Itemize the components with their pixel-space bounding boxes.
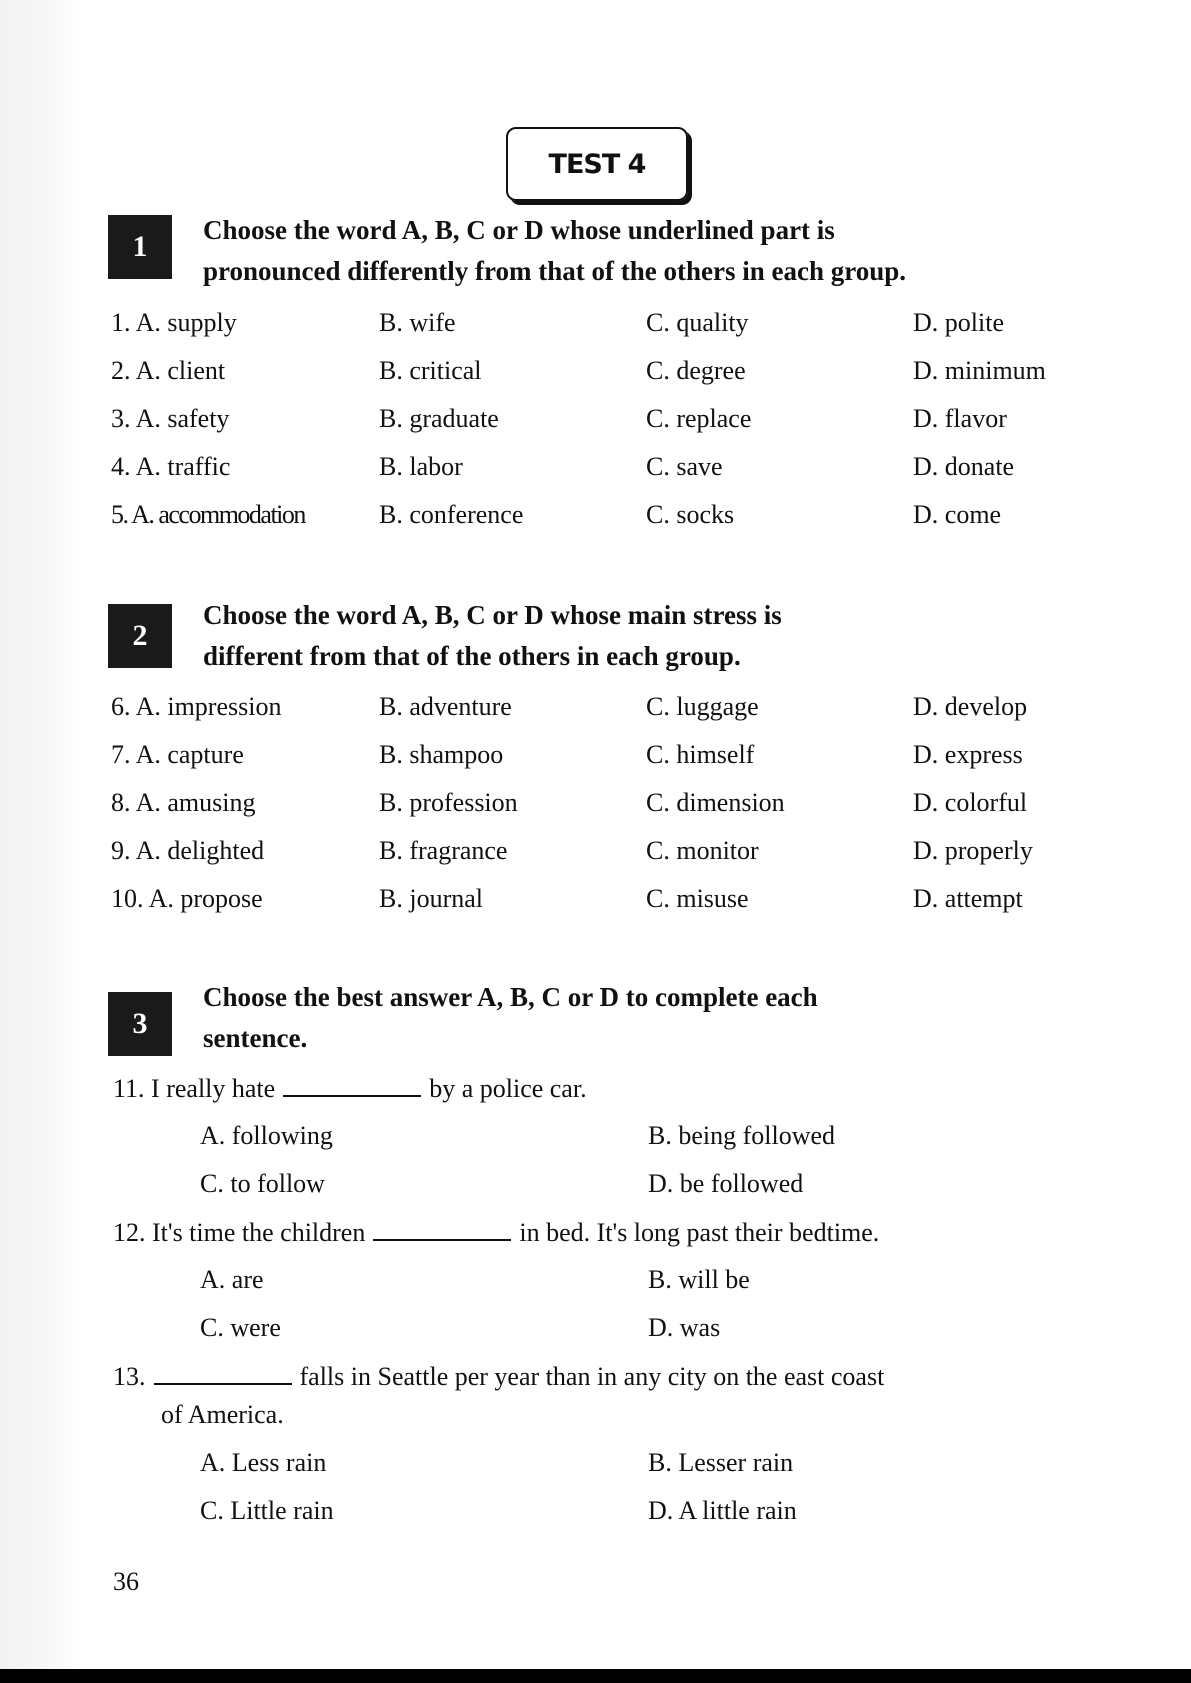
q6-option-d: D. develop	[913, 692, 1028, 721]
q12-blank	[373, 1217, 511, 1241]
section-2-title-line1: Choose the word A, B, C or D whose main stress is	[203, 600, 782, 630]
q12-option-d: D. was	[648, 1313, 721, 1342]
q1-option-c: C. quality	[646, 308, 749, 337]
q3-option-a: 3. A. safety	[111, 404, 230, 433]
section-3-title-line1: Choose the best answer A, B, C or D to complete each	[203, 982, 818, 1012]
q5-option-c: C. socks	[646, 500, 735, 529]
q5-option-b: B. conference	[379, 500, 524, 529]
section-2-title	[203, 595, 1103, 677]
q5-option-d: D. come	[913, 500, 1002, 529]
q2-option-a: 2. A. client	[111, 356, 226, 385]
test-title: TEST 4	[506, 127, 688, 201]
q4-option-a: 4. A. traffic	[111, 452, 231, 481]
section-2-title-line2: different from that of the others in each group.	[203, 641, 741, 671]
q3-option-c: C. replace	[646, 404, 752, 433]
q13-option-d: D. A little rain	[648, 1496, 797, 1525]
q4-option-c: C. save	[646, 452, 723, 481]
section-3-title-line2: sentence.	[203, 1023, 308, 1053]
question-12-stem	[113, 1217, 1173, 1248]
page-number: 36	[113, 1567, 139, 1596]
q13-text-after: falls in Seattle per year than in any city on the east coast	[299, 1362, 885, 1391]
q11-option-d: D. be followed	[648, 1169, 804, 1198]
q5-option-a: 5. A. accommodation	[111, 500, 305, 529]
q2-option-c: C. degree	[646, 356, 746, 385]
section-1-title	[203, 210, 1103, 292]
question-row-9	[111, 836, 1171, 876]
q4-option-d: D. donate	[913, 452, 1015, 481]
q12-number: 12.	[113, 1218, 146, 1247]
q13-text-line2: of America.	[161, 1400, 284, 1429]
q10-option-b: B. journal	[379, 884, 483, 913]
q12-option-c: C. were	[200, 1313, 281, 1342]
q7-option-b: B. shampoo	[379, 740, 504, 769]
q7-option-a: 7. A. capture	[111, 740, 244, 769]
q7-option-d: D. express	[913, 740, 1023, 769]
q13-number: 13.	[113, 1362, 146, 1391]
q11-option-c: C. to follow	[200, 1169, 325, 1198]
q7-option-c: C. himself	[646, 740, 755, 769]
scan-bottom-edge	[0, 1669, 1191, 1683]
q1-option-b: B. wife	[379, 308, 456, 337]
q10-option-a: 10. A. propose	[111, 884, 263, 913]
q11-number: 11.	[113, 1074, 145, 1103]
q8-option-d: D. colorful	[913, 788, 1028, 817]
q11-text-after: by a police car.	[429, 1074, 587, 1103]
q9-option-d: D. properly	[913, 836, 1033, 865]
q8-option-c: C. dimension	[646, 788, 785, 817]
question-row-7	[111, 740, 1171, 780]
question-row-1	[111, 308, 1171, 348]
q11-blank	[283, 1073, 421, 1097]
question-row-8	[111, 788, 1171, 828]
question-11-stem	[113, 1073, 1173, 1104]
section-3-title	[203, 977, 1103, 1059]
q12-option-a: A. are	[200, 1265, 264, 1294]
q10-option-c: C. misuse	[646, 884, 749, 913]
question-row-2	[111, 356, 1171, 396]
section-3-badge: 3	[108, 992, 172, 1056]
q2-option-d: D. minimum	[913, 356, 1046, 385]
q8-option-a: 8. A. amusing	[111, 788, 256, 817]
section-1-badge: 1	[108, 215, 172, 279]
q2-option-b: B. critical	[379, 356, 482, 385]
question-row-10	[111, 884, 1171, 924]
q13-blank	[154, 1361, 292, 1385]
question-row-6	[111, 692, 1171, 732]
q6-option-c: C. luggage	[646, 692, 759, 721]
q11-text-before: I really hate	[151, 1074, 276, 1103]
section-1-title-line1: Choose the word A, B, C or D whose underlined part is	[203, 215, 835, 245]
q9-option-b: B. fragrance	[379, 836, 508, 865]
q3-option-b: B. graduate	[379, 404, 499, 433]
q6-option-a: 6. A. impression	[111, 692, 282, 721]
q9-option-a: 9. A. delighted	[111, 836, 265, 865]
question-row-3	[111, 404, 1171, 444]
q12-text-before: It's time the children	[152, 1218, 366, 1247]
question-row-4	[111, 452, 1171, 492]
q8-option-b: B. profession	[379, 788, 518, 817]
question-row-5	[111, 500, 1171, 540]
q10-option-d: D. attempt	[913, 884, 1023, 913]
q12-option-b: B. will be	[648, 1265, 750, 1294]
q11-option-a: A. following	[200, 1121, 333, 1150]
q3-option-d: D. flavor	[913, 404, 1007, 433]
q6-option-b: B. adventure	[379, 692, 512, 721]
q12-text-after: in bed. It's long past their bedtime.	[519, 1218, 880, 1247]
q11-option-b: B. being followed	[648, 1121, 836, 1150]
q1-option-d: D. polite	[913, 308, 1004, 337]
question-13-stem	[113, 1361, 1173, 1392]
q13-option-c: C. Little rain	[200, 1496, 334, 1525]
q1-option-a: 1. A. supply	[111, 308, 237, 337]
section-1-title-line2: pronounced differently from that of the others in each group.	[203, 256, 906, 286]
section-2-badge: 2	[108, 604, 172, 668]
q9-option-c: C. monitor	[646, 836, 759, 865]
q13-option-a: A. Less rain	[200, 1448, 327, 1477]
q13-option-b: B. Lesser rain	[648, 1448, 794, 1477]
q4-option-b: B. labor	[379, 452, 463, 481]
